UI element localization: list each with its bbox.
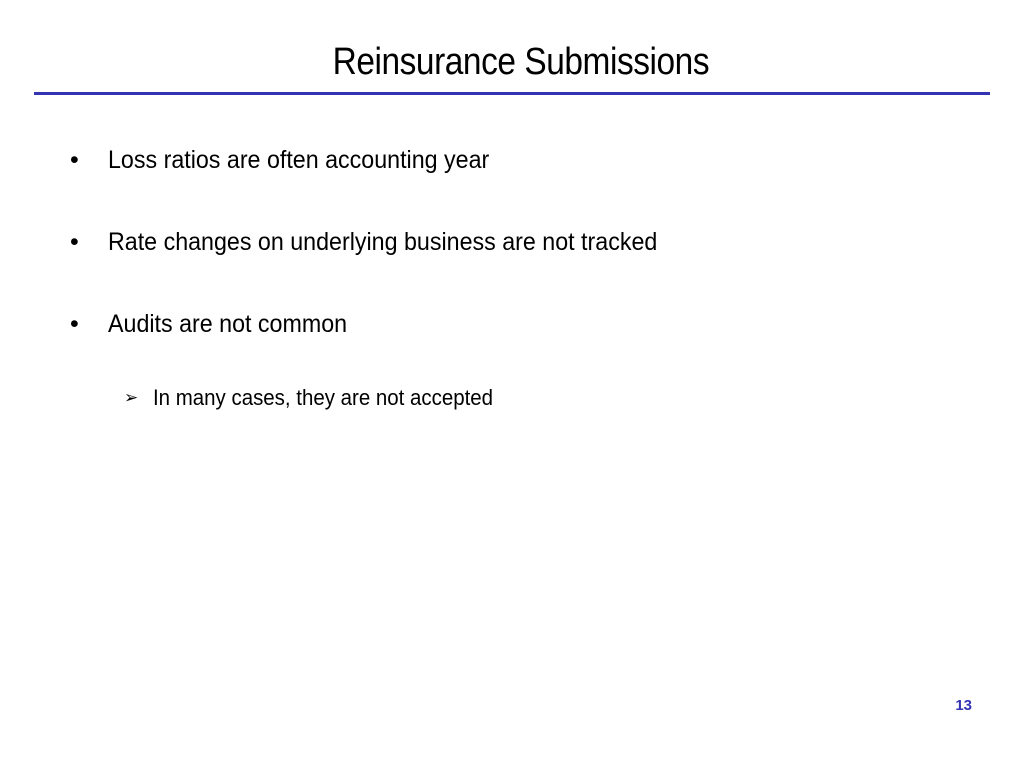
bullet-item	[70, 142, 518, 178]
bullet-text: Rate changes on underlying business are not tracked	[108, 228, 658, 256]
sub-bullet-text: In many cases, they are not accepted	[153, 385, 494, 410]
title-underline	[34, 92, 990, 95]
bullet-text: Loss ratios are often accounting year	[108, 146, 490, 174]
bullet-marker: •	[70, 146, 79, 174]
bullet-item	[70, 306, 365, 342]
bullet-marker: •	[70, 310, 79, 338]
bullet-item	[70, 224, 699, 260]
slide-title: Reinsurance Submissions	[332, 41, 710, 83]
page-number: 13	[955, 697, 972, 714]
sub-bullet-item	[124, 382, 519, 414]
bullet-marker: •	[70, 228, 79, 256]
arrow-bullet-icon: ➢	[124, 388, 139, 407]
bullet-text: Audits are not common	[108, 310, 348, 338]
